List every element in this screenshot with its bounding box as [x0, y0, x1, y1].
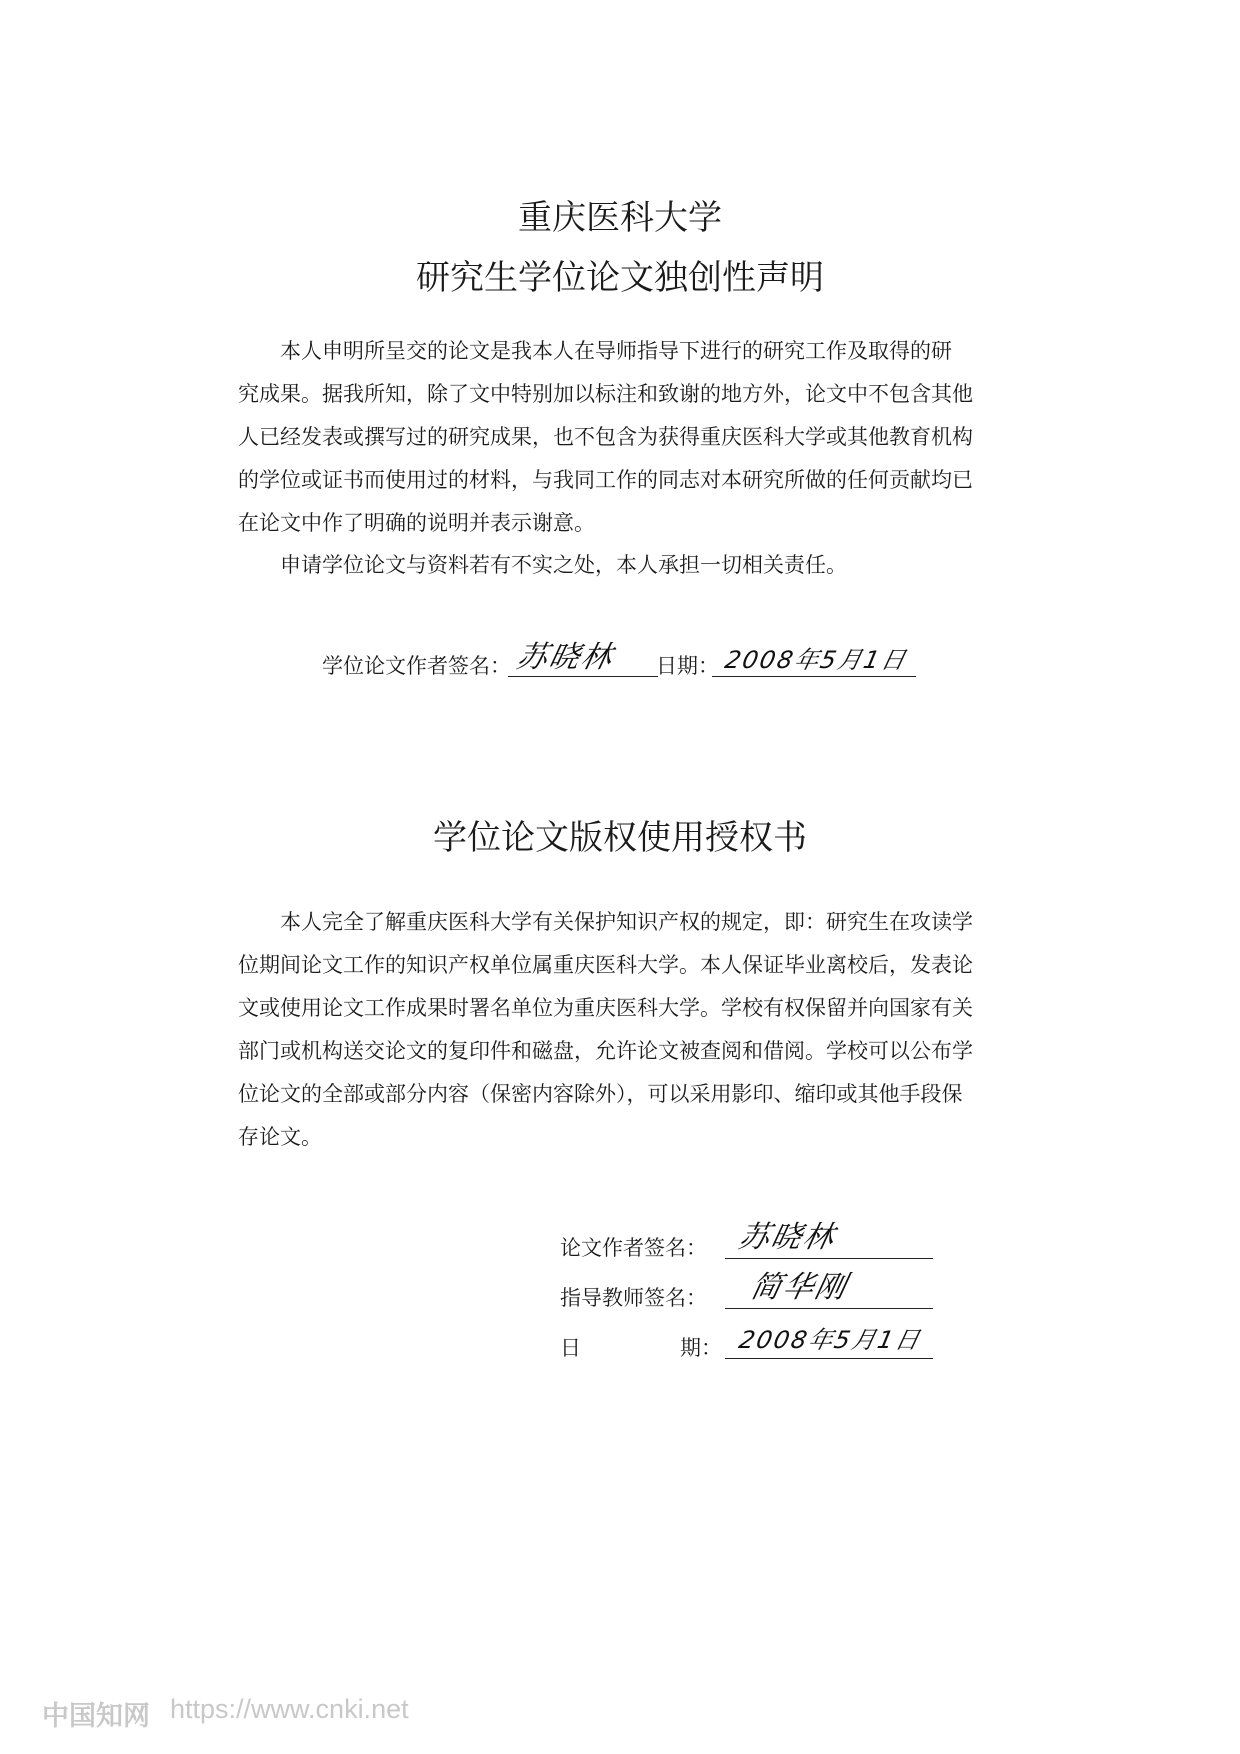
authorization-handwritten-date: 2008年5月1日 [736, 1326, 925, 1354]
declaration-line-1: 本人申明所呈交的论文是我本人在导师指导下进行的研究工作及取得的研 [280, 339, 952, 363]
declaration-line-3: 人已经发表或撰写过的研究成果，也不包含为获得重庆医科大学或其他教育机构 [238, 425, 973, 449]
authorization-title: 学位论文版权使用授权书 [433, 818, 807, 858]
declaration-line-4: 的学位或证书而使用过的材料，与我同工作的同志对本研究所做的任何贡献均已 [238, 468, 973, 492]
advisor-signature-label: 指导教师签名： [560, 1286, 707, 1310]
thesis-author-signature-label: 论文作者签名： [560, 1236, 707, 1260]
date-label: 日期： [656, 654, 719, 678]
authorization-line-4: 部门或机构送交论文的复印件和磁盘，允许论文被查阅和借阅。学校可以公布学 [238, 1039, 973, 1063]
author-signature-line [508, 676, 658, 677]
handwritten-date: 2008年5月1日 [722, 646, 911, 674]
date-line [712, 676, 916, 677]
authorization-date-label-left: 日 [560, 1336, 581, 1360]
declaration-line-2: 究成果。据我所知，除了文中特别加以标注和致谢的地方外，论文中不包含其他 [238, 382, 973, 406]
university-title: 重庆医科大学 [518, 198, 722, 238]
author-signature-label: 学位论文作者签名： [322, 654, 511, 678]
authorization-line-5: 位论文的全部或部分内容（保密内容除外），可以采用影印、缩印或其他手段保 [238, 1082, 963, 1106]
declaration-title: 研究生学位论文独创性声明 [416, 258, 824, 298]
declaration-paragraph-2: 申请学位论文与资料若有不实之处，本人承担一切相关责任。 [280, 553, 847, 577]
authorization-date-line [725, 1358, 933, 1359]
authorization-line-2: 位期间论文工作的知识产权单位属重庆医科大学。本人保证毕业离校后，发表论 [238, 953, 973, 977]
thesis-author-handwritten-signature: 苏晓林 [735, 1220, 839, 1255]
cnki-brand-watermark: 中国知网 [42, 1701, 150, 1731]
advisor-signature-line [725, 1308, 933, 1309]
cnki-url-watermark: https://www.cnki.net [170, 1694, 409, 1724]
declaration-line-5: 在论文中作了明确的说明并表示谢意。 [238, 511, 595, 535]
authorization-line-3: 文或使用论文工作成果时署名单位为重庆医科大学。学校有权保留并向国家有关 [238, 996, 973, 1020]
thesis-author-signature-line [725, 1258, 933, 1259]
advisor-handwritten-signature: 简华刚 [747, 1270, 851, 1305]
author-handwritten-signature: 苏晓林 [513, 640, 617, 675]
authorization-line-6: 存论文。 [238, 1125, 322, 1149]
authorization-line-1: 本人完全了解重庆医科大学有关保护知识产权的规定，即：研究生在攻读学 [280, 910, 973, 934]
authorization-date-label-right: 期： [680, 1336, 722, 1360]
